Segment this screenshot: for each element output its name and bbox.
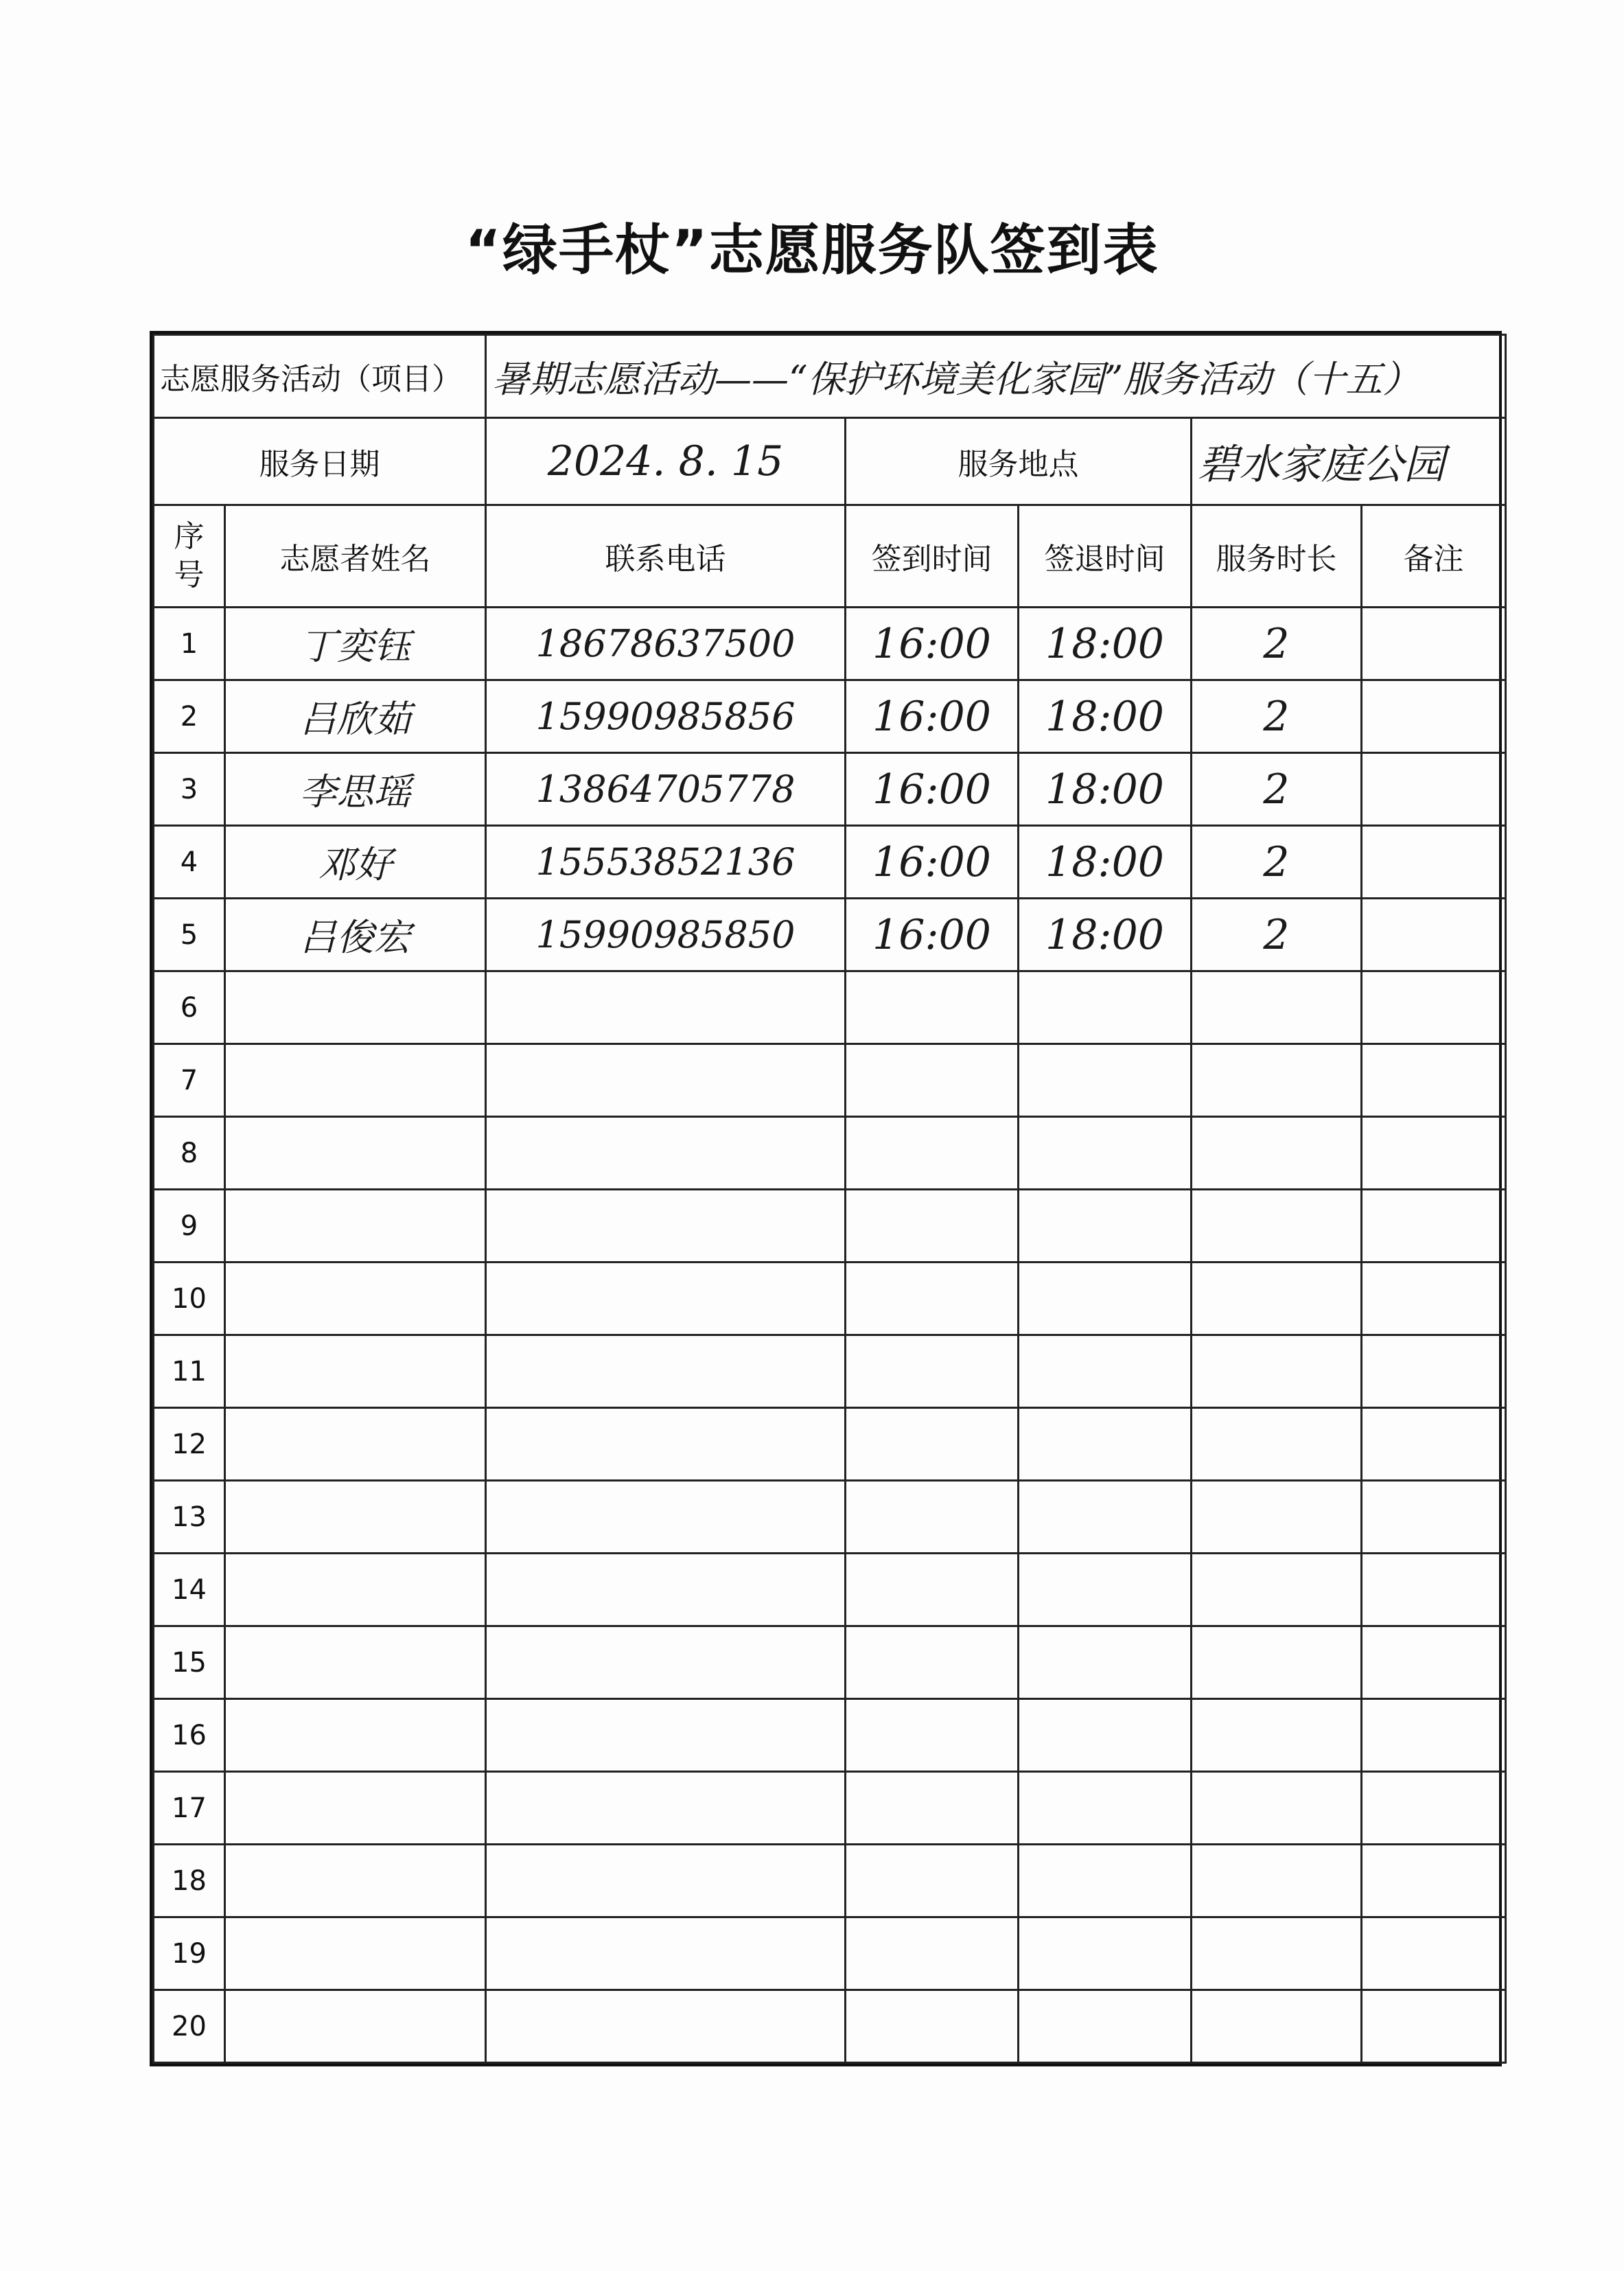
name-cell — [225, 1917, 486, 1990]
name-cell — [225, 1117, 486, 1190]
table-row — [154, 1263, 1506, 1335]
seq-cell: 15 — [154, 1626, 225, 1699]
phone-cell: 18678637500 — [486, 608, 846, 680]
seq-cell: 9 — [154, 1190, 225, 1263]
duration-cell — [1192, 1845, 1362, 1917]
activity-value: 暑期志愿活动——“保护环境美化家园”服务活动（十五） — [486, 335, 1506, 418]
phone-cell — [486, 1772, 846, 1845]
col-header-checkin: 签到时间 — [846, 505, 1019, 608]
remark-cell — [1362, 826, 1506, 899]
phone-cell: 15553852136 — [486, 826, 846, 899]
seq-cell: 11 — [154, 1335, 225, 1408]
name-cell — [225, 1335, 486, 1408]
page-title: “绿手杖”志愿服务队签到表 — [465, 218, 1159, 282]
table-row — [154, 1699, 1506, 1772]
phone-cell — [486, 1335, 846, 1408]
checkout-cell — [1019, 1044, 1192, 1117]
table-row — [154, 680, 1506, 753]
name-cell — [225, 1845, 486, 1917]
name-cell: 吕俊宏 — [225, 899, 486, 971]
checkout-cell — [1019, 971, 1192, 1044]
seq-cell: 19 — [154, 1917, 225, 1990]
checkout-cell — [1019, 1263, 1192, 1335]
remark-cell — [1362, 608, 1506, 680]
phone-cell — [486, 1699, 846, 1772]
duration-cell — [1192, 1263, 1362, 1335]
duration-cell — [1192, 1481, 1362, 1554]
name-cell — [225, 1626, 486, 1699]
checkout-cell — [1019, 1917, 1192, 1990]
col-header-phone: 联系电话 — [486, 505, 846, 608]
duration-cell — [1192, 1626, 1362, 1699]
checkin-cell: 16:00 — [846, 753, 1019, 826]
table-row — [154, 1772, 1506, 1845]
phone-cell — [486, 1845, 846, 1917]
seq-cell: 8 — [154, 1117, 225, 1190]
seq-cell: 14 — [154, 1554, 225, 1626]
name-cell: 丁奕钰 — [225, 608, 486, 680]
seq-cell: 20 — [154, 1990, 225, 2063]
table-row — [154, 1990, 1506, 2063]
checkout-cell — [1019, 1190, 1192, 1263]
checkout-cell — [1019, 1845, 1192, 1917]
phone-cell — [486, 1117, 846, 1190]
checkout-cell — [1019, 1481, 1192, 1554]
phone-cell: 15990985856 — [486, 680, 846, 753]
seq-cell: 13 — [154, 1481, 225, 1554]
seq-cell: 16 — [154, 1699, 225, 1772]
duration-cell — [1192, 1990, 1362, 2063]
sign-in-table — [152, 334, 1507, 2064]
col-header-remark: 备注 — [1362, 505, 1506, 608]
table-row — [154, 899, 1506, 971]
name-cell: 吕欣茹 — [225, 680, 486, 753]
checkout-cell: 18:00 — [1019, 608, 1192, 680]
name-cell — [225, 1190, 486, 1263]
duration-cell — [1192, 1335, 1362, 1408]
remark-cell — [1362, 1699, 1506, 1772]
table-row — [154, 826, 1506, 899]
phone-cell — [486, 1990, 846, 2063]
name-cell — [225, 1481, 486, 1554]
table-row — [154, 1117, 1506, 1190]
duration-cell: 2 — [1192, 753, 1362, 826]
col-header-seq: 序号 — [154, 505, 225, 608]
remark-cell — [1362, 1990, 1506, 2063]
remark-cell — [1362, 1408, 1506, 1481]
duration-cell — [1192, 1190, 1362, 1263]
remark-cell — [1362, 1554, 1506, 1626]
checkin-cell — [846, 1990, 1019, 2063]
duration-cell — [1192, 1772, 1362, 1845]
duration-cell — [1192, 1044, 1362, 1117]
checkout-cell — [1019, 1335, 1192, 1408]
date-label: 服务日期 — [154, 418, 486, 505]
checkin-cell — [846, 971, 1019, 1044]
table-row — [154, 1917, 1506, 1990]
phone-cell — [486, 1554, 846, 1626]
checkin-cell — [846, 1772, 1019, 1845]
phone-cell — [486, 1044, 846, 1117]
checkin-cell: 16:00 — [846, 899, 1019, 971]
remark-cell — [1362, 1626, 1506, 1699]
remark-cell — [1362, 1335, 1506, 1408]
phone-cell — [486, 971, 846, 1044]
checkin-cell — [846, 1699, 1019, 1772]
remark-cell — [1362, 1044, 1506, 1117]
remark-cell — [1362, 1190, 1506, 1263]
duration-cell: 2 — [1192, 826, 1362, 899]
remark-cell — [1362, 680, 1506, 753]
remark-cell — [1362, 1845, 1506, 1917]
checkout-cell — [1019, 1117, 1192, 1190]
duration-cell — [1192, 1917, 1362, 1990]
table-row — [154, 753, 1506, 826]
table-row — [154, 1481, 1506, 1554]
remark-cell — [1362, 1917, 1506, 1990]
checkin-cell — [846, 1481, 1019, 1554]
table-row — [154, 608, 1506, 680]
checkin-cell — [846, 1845, 1019, 1917]
checkin-cell: 16:00 — [846, 826, 1019, 899]
checkin-cell: 16:00 — [846, 608, 1019, 680]
seq-cell: 7 — [154, 1044, 225, 1117]
remark-cell — [1362, 1481, 1506, 1554]
duration-cell — [1192, 1408, 1362, 1481]
seq-cell: 17 — [154, 1772, 225, 1845]
duration-cell — [1192, 1117, 1362, 1190]
phone-cell — [486, 1408, 846, 1481]
name-cell — [225, 1263, 486, 1335]
checkout-cell: 18:00 — [1019, 680, 1192, 753]
remark-cell — [1362, 1117, 1506, 1190]
sign-in-sheet — [150, 331, 1502, 2066]
checkin-cell — [846, 1335, 1019, 1408]
activity-label: 志愿服务活动（项目） — [154, 335, 486, 418]
checkout-cell: 18:00 — [1019, 753, 1192, 826]
duration-cell: 2 — [1192, 899, 1362, 971]
table-row — [154, 1044, 1506, 1117]
duration-cell: 2 — [1192, 680, 1362, 753]
phone-cell — [486, 1190, 846, 1263]
name-cell — [225, 1044, 486, 1117]
phone-cell — [486, 1626, 846, 1699]
checkout-cell: 18:00 — [1019, 899, 1192, 971]
checkin-cell — [846, 1044, 1019, 1117]
name-cell — [225, 1699, 486, 1772]
table-row — [154, 971, 1506, 1044]
table-row — [154, 1335, 1506, 1408]
location-value: 碧水家庭公园 — [1192, 418, 1506, 505]
table-row — [154, 1626, 1506, 1699]
remark-cell — [1362, 1263, 1506, 1335]
seq-cell: 5 — [154, 899, 225, 971]
name-cell — [225, 971, 486, 1044]
seq-cell: 18 — [154, 1845, 225, 1917]
checkout-cell — [1019, 1990, 1192, 2063]
phone-cell — [486, 1917, 846, 1990]
col-header-checkout: 签退时间 — [1019, 505, 1192, 608]
checkin-cell — [846, 1554, 1019, 1626]
name-cell — [225, 1772, 486, 1845]
checkout-cell — [1019, 1699, 1192, 1772]
seq-cell: 6 — [154, 971, 225, 1044]
checkin-cell — [846, 1408, 1019, 1481]
col-header-duration: 服务时长 — [1192, 505, 1362, 608]
remark-cell — [1362, 971, 1506, 1044]
duration-cell — [1192, 1554, 1362, 1626]
seq-cell: 12 — [154, 1408, 225, 1481]
checkin-cell — [846, 1263, 1019, 1335]
col-header-name: 志愿者姓名 — [225, 505, 486, 608]
name-cell — [225, 1990, 486, 2063]
seq-cell: 10 — [154, 1263, 225, 1335]
duration-cell — [1192, 1699, 1362, 1772]
name-cell — [225, 1408, 486, 1481]
seq-cell: 3 — [154, 753, 225, 826]
phone-cell: 13864705778 — [486, 753, 846, 826]
checkin-cell — [846, 1190, 1019, 1263]
table-row — [154, 1845, 1506, 1917]
table-row — [154, 1408, 1506, 1481]
duration-cell — [1192, 971, 1362, 1044]
remark-cell — [1362, 1772, 1506, 1845]
checkin-cell — [846, 1917, 1019, 1990]
checkout-cell — [1019, 1772, 1192, 1845]
seq-cell: 1 — [154, 608, 225, 680]
seq-cell: 4 — [154, 826, 225, 899]
table-row — [154, 1190, 1506, 1263]
checkout-cell: 18:00 — [1019, 826, 1192, 899]
duration-cell: 2 — [1192, 608, 1362, 680]
checkout-cell — [1019, 1408, 1192, 1481]
checkin-cell — [846, 1626, 1019, 1699]
checkout-cell — [1019, 1626, 1192, 1699]
name-cell: 李思瑶 — [225, 753, 486, 826]
remark-cell — [1362, 753, 1506, 826]
checkin-cell: 16:00 — [846, 680, 1019, 753]
checkout-cell — [1019, 1554, 1192, 1626]
date-value: 2024. 8. 15 — [486, 418, 846, 505]
checkin-cell — [846, 1117, 1019, 1190]
name-cell: 邓好 — [225, 826, 486, 899]
remark-cell — [1362, 899, 1506, 971]
table-row — [154, 1554, 1506, 1626]
phone-cell: 15990985850 — [486, 899, 846, 971]
phone-cell — [486, 1263, 846, 1335]
phone-cell — [486, 1481, 846, 1554]
seq-cell: 2 — [154, 680, 225, 753]
name-cell — [225, 1554, 486, 1626]
location-label: 服务地点 — [846, 418, 1192, 505]
